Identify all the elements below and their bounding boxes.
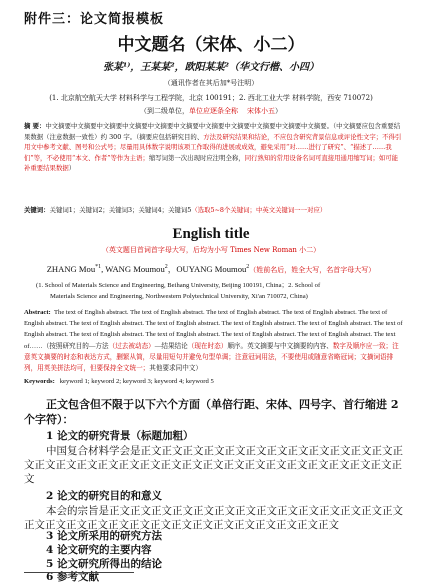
chinese-title: 中文题名（宋体、小二） <box>117 35 305 55</box>
chinese-affiliations: (1. 北京航空航天大学 材料科学与工程学院，北京 100191；2. 西北工业大学 材料学院，西安 710072) <box>49 94 373 102</box>
affil-line-1: (1. School of Materials Science and Engineering, Beihang University, Beijing 100191, China；2. School of <box>36 282 321 289</box>
abstract-requirements: 方法及研究结果和结论，不应包含研究背景信息或评论性文字；不得引用文中参考文献、图号和公式号；尽量用具体数字说明该项工作取得的进展或成效，避免采用“对……进行了研究”、“描述了……我们”等，不必使用“本文、作者”等作为主语； <box>24 132 402 162</box>
en-abstract-end: 其他要求同中文） <box>149 365 203 373</box>
section-4-title: 4 论文研究的主要内容 <box>46 544 152 556</box>
chinese-abstract <box>24 121 404 174</box>
keywords-label: 关键词： <box>24 206 50 214</box>
abstract-abbrev-note: 缩写词第一次出现时应注明全称， <box>148 153 245 162</box>
author-2-sup: 2 <box>164 264 168 271</box>
english-title: English title <box>172 226 250 242</box>
author-3-sup: 2 <box>246 264 250 271</box>
footnote-divider <box>24 572 134 573</box>
english-authors <box>0 263 422 275</box>
en-abstract-tail-2: —结果结论 <box>154 342 188 350</box>
unit-format-note <box>0 106 422 116</box>
section-2-text: 本会的宗旨是正文正文正文正文正文正文正文正文正文正文正文正文正文正文正文正文正文正文正文正文正文正文正文正文正文正文正文正文正文 <box>24 505 403 531</box>
en-keywords-list: keyword 1; keyword 2; keyword 3; keyword 4; keyword 5 <box>59 378 214 385</box>
author-1-sup: *1 <box>95 264 102 271</box>
section-1-title: 1 论文的研究背景（标题加粗） <box>46 430 194 442</box>
en-abstract-tail-3: 顺序。英文摘要与中文摘要的内容、 <box>227 342 333 350</box>
abstract-abbrev-red: 同行熟知的常用设备名词可直接用通用缩写词；如可能补重要结果数据 <box>24 153 399 172</box>
unit-note-text: （到二级单位， <box>140 107 190 115</box>
author-2: , WANG Moumou <box>101 264 165 274</box>
english-affiliations <box>24 280 404 302</box>
en-abstract-label: Abstract: <box>24 309 51 316</box>
affil-line-2: Materials Science and Engineering, Northwestern Polytechnical University, Xi'an 710072, China) <box>50 293 308 300</box>
en-abstract-tense-1: （过去被动态） <box>108 342 155 350</box>
en-keywords-label: Keywords: <box>24 378 55 385</box>
unit-note-font: 宋体小五 <box>246 107 275 115</box>
keywords-note: （选取5~8个关键词；中英文关键词一一对应） <box>191 206 327 214</box>
keywords-list: 关键词1；关键词2；关键词3；关键词4；关键词5 <box>49 206 192 214</box>
authors-format-note: （姓前名后，姓全大写，名首字母大写） <box>249 266 376 274</box>
chinese-keywords <box>24 205 404 214</box>
body-format-note: 正文包含但不限于以下六个方面（单倍行距、宋体、四号字、首行缩进 2 个字符）： <box>24 398 399 426</box>
english-title-note: （英文题目首词首字母大写，后均为小写 Times New Roman 小二） <box>101 246 321 254</box>
abstract-text: 中文摘要中文摘要中文摘要中文摘要中文摘要中文摘要中文摘要中文摘要中文摘要中文摘要中文摘要。（中文摘要应包含重要结果数据（注意数据一致性）约 300 字。（摘要应包括研究目的、 <box>24 122 401 141</box>
abstract-label: 摘 要： <box>24 122 46 130</box>
author-3: ，OUYANG Moumou <box>167 264 247 274</box>
page-header: 附件三：论文简报模板 <box>24 12 165 27</box>
en-abstract-tense-2: （现在时态） <box>187 342 228 350</box>
section-2-title: 2 论文的研究目的和意义 <box>46 490 162 502</box>
section-6-title: 6 参考文献 <box>46 571 99 583</box>
section-1-text: 中国复合材料学会是正文正文正文正文正文正文正文正文正文正文正文正文正文正文正文正文正文正文正文正文正文正文正文正文正文正文正文正文正文正文正文 <box>24 445 403 485</box>
en-abstract-text: The text of English abstract. The text of English abstract. The text of English abstract. The text of English abstract. The text of English abstract. The text of English abstract. The text of English abstract. The text of English abstract. The text of English abstract. The text of English abstract. The text of English abstract. The text of English abstract. The text of English abstract. The text of English abstract. The text of <box>24 309 403 350</box>
unit-note-red: 单位应逐条全称 <box>189 107 239 115</box>
corresponding-author-note: （通讯作者在其后加*号注明） <box>163 79 259 87</box>
abstract-end: ） <box>68 164 76 172</box>
en-abstract-requirements: 数字及顺序应一致；注意英文摘要的时态和表达方式，删繁从简，尽量用短句并避免句型单调；注意冠词用法，不要使用或随意省略冠词；文摘词语排列，用英美拼法均可，但要保持全文统一； <box>24 342 399 373</box>
english-keywords <box>24 378 404 385</box>
section-3-title: 3 论文所采用的研究方法 <box>46 530 162 542</box>
unit-note-end: ） <box>274 107 282 115</box>
en-abstract-tail: ……（按照研究目的—方法 <box>29 342 109 350</box>
author-1: ZHANG Mou <box>46 264 96 274</box>
chinese-authors: 张某¹⁾，王某某²，欧阳某某²（华文行楷、小四） <box>102 62 320 73</box>
section-5-title: 5 论文研究所得出的结论 <box>46 558 162 570</box>
english-abstract <box>24 307 404 374</box>
